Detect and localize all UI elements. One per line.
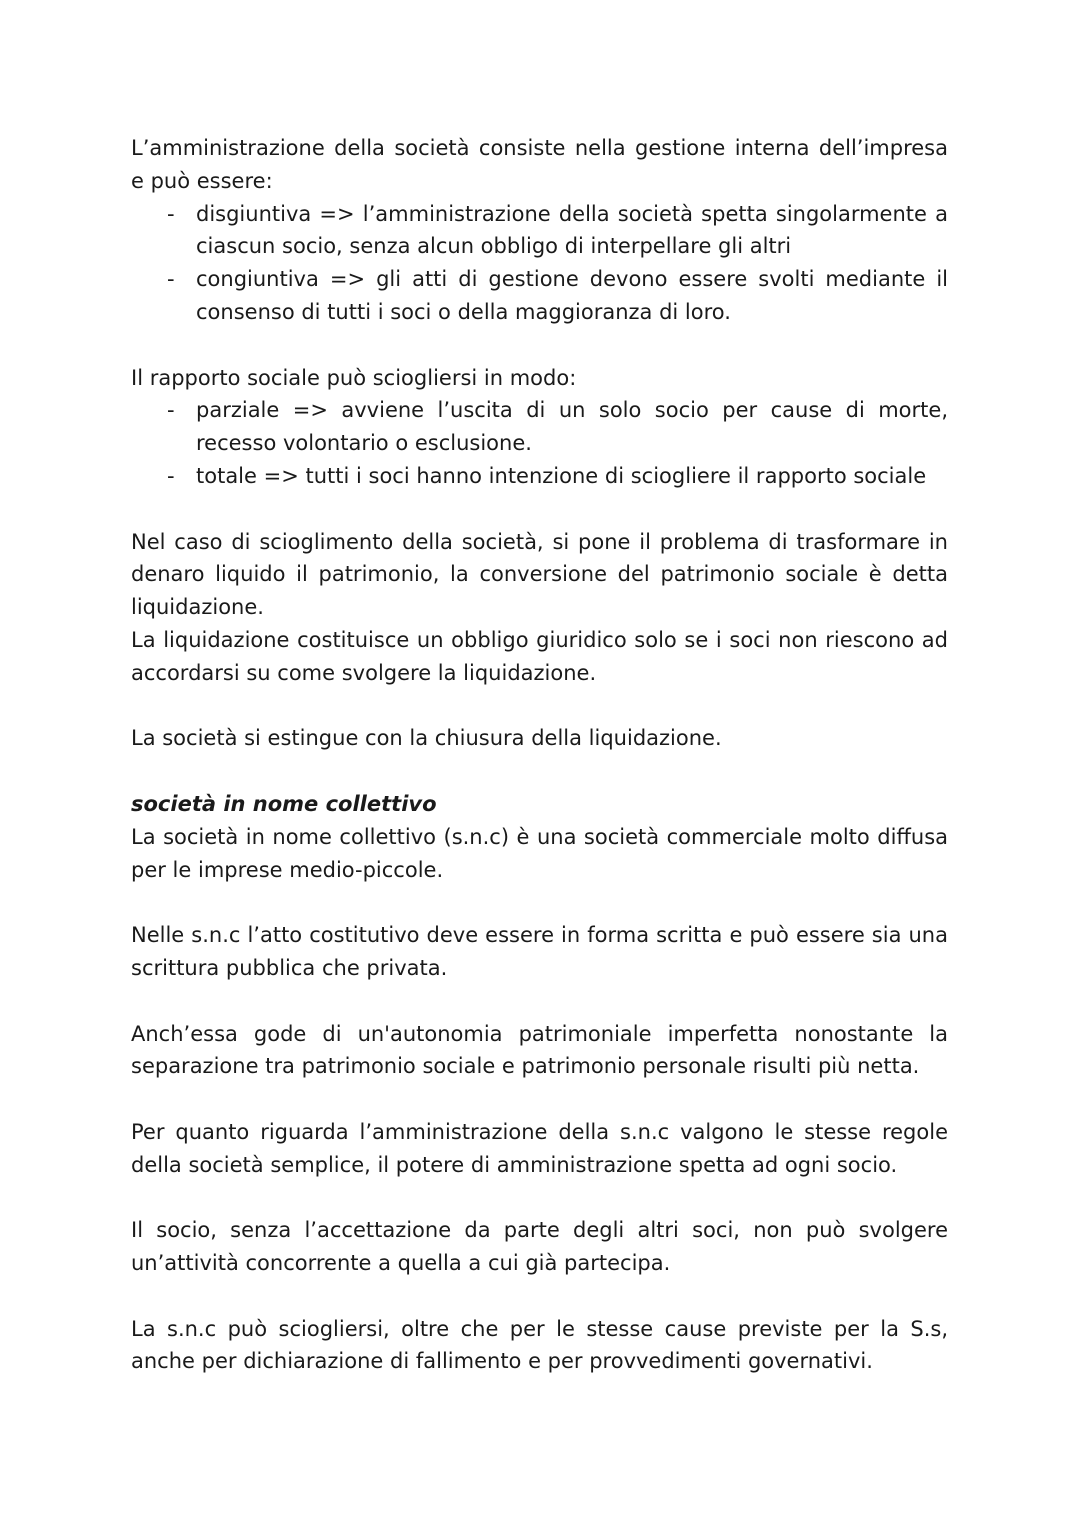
list-dash: - — [167, 267, 175, 292]
list-dash: - — [167, 398, 175, 423]
liquidazione-paragraph-2: La liquidazione costituisce un obbligo giuridico solo se i soci non riescono ad accordarsi su come svolgere la liquidazione. — [131, 627, 948, 685]
amministrazione-intro: L’amministrazione della società consiste nella gestione interna dell’impresa e può essere: — [131, 136, 948, 193]
scioglimento-intro: Il rapporto sociale può sciogliersi in modo: — [131, 365, 577, 390]
estinzione-paragraph: La società si estingue con la chiusura della liquidazione. — [131, 726, 722, 751]
list-dash: - — [167, 463, 175, 488]
snc-atto-paragraph: Nelle s.n.c l’atto costitutivo deve essere in forma scritta e può essere sia una scrittura pubblica che privata. — [131, 923, 948, 980]
snc-concorrenza-paragraph: Il socio, senza l’accettazione da parte degli altri soci, non può svolgere un’attività concorrente a quella a cui già partecipa. — [131, 1218, 948, 1276]
section-heading: società in nome collettivo — [131, 791, 437, 816]
snc-amministrazione-paragraph: Per quanto riguarda l’amministrazione della s.n.c valgono le stesse regole della società semplice, il potere di amministrazione spetta ad ogni socio. — [131, 1119, 948, 1177]
snc-scioglimento-paragraph: La s.n.c può sciogliersi, oltre che per le stesse cause previste per la S.s, anche per dichiarazione di fallimento e per provvedimenti governativi. — [131, 1316, 948, 1374]
list-item — [131, 198, 948, 264]
amministrazione-list — [131, 198, 948, 329]
snc-intro-paragraph: La società in nome collettivo (s.n.c) è una società commerciale molto diffusa per le imprese medio-piccole. — [131, 824, 948, 882]
liquidazione-paragraph-1: Nel caso di scioglimento della società, si pone il problema di trasformare in denaro liquido il patrimonio, la conversione del patrimonio sociale è detta liquidazione. — [131, 529, 948, 620]
list-item — [131, 263, 948, 329]
scioglimento-list — [131, 394, 948, 492]
list-item-text: totale => tutti i soci hanno intenzione di sciogliere il rapporto sociale — [196, 463, 927, 488]
list-dash: - — [167, 201, 175, 226]
list-item-text: congiuntiva => gli atti di gestione devono essere svolti mediante il consenso di tutti i soci o della maggioranza di loro. — [196, 267, 948, 324]
list-item — [131, 394, 948, 460]
snc-autonomia-paragraph: Anch’essa gode di un'autonomia patrimoniale imperfetta nonostante la separazione tra patrimonio sociale e patrimonio personale risulti più netta. — [131, 1021, 948, 1079]
list-item-text: disgiuntiva => l’amministrazione della società spetta singolarmente a ciascun socio, senza alcun obbligo di interpellare gli altri — [196, 201, 948, 259]
list-item-text: parziale => avviene l’uscita di un solo socio per cause di morte, recesso volontario o esclusione. — [196, 398, 948, 456]
list-item — [131, 460, 948, 493]
document-page — [131, 132, 948, 1378]
